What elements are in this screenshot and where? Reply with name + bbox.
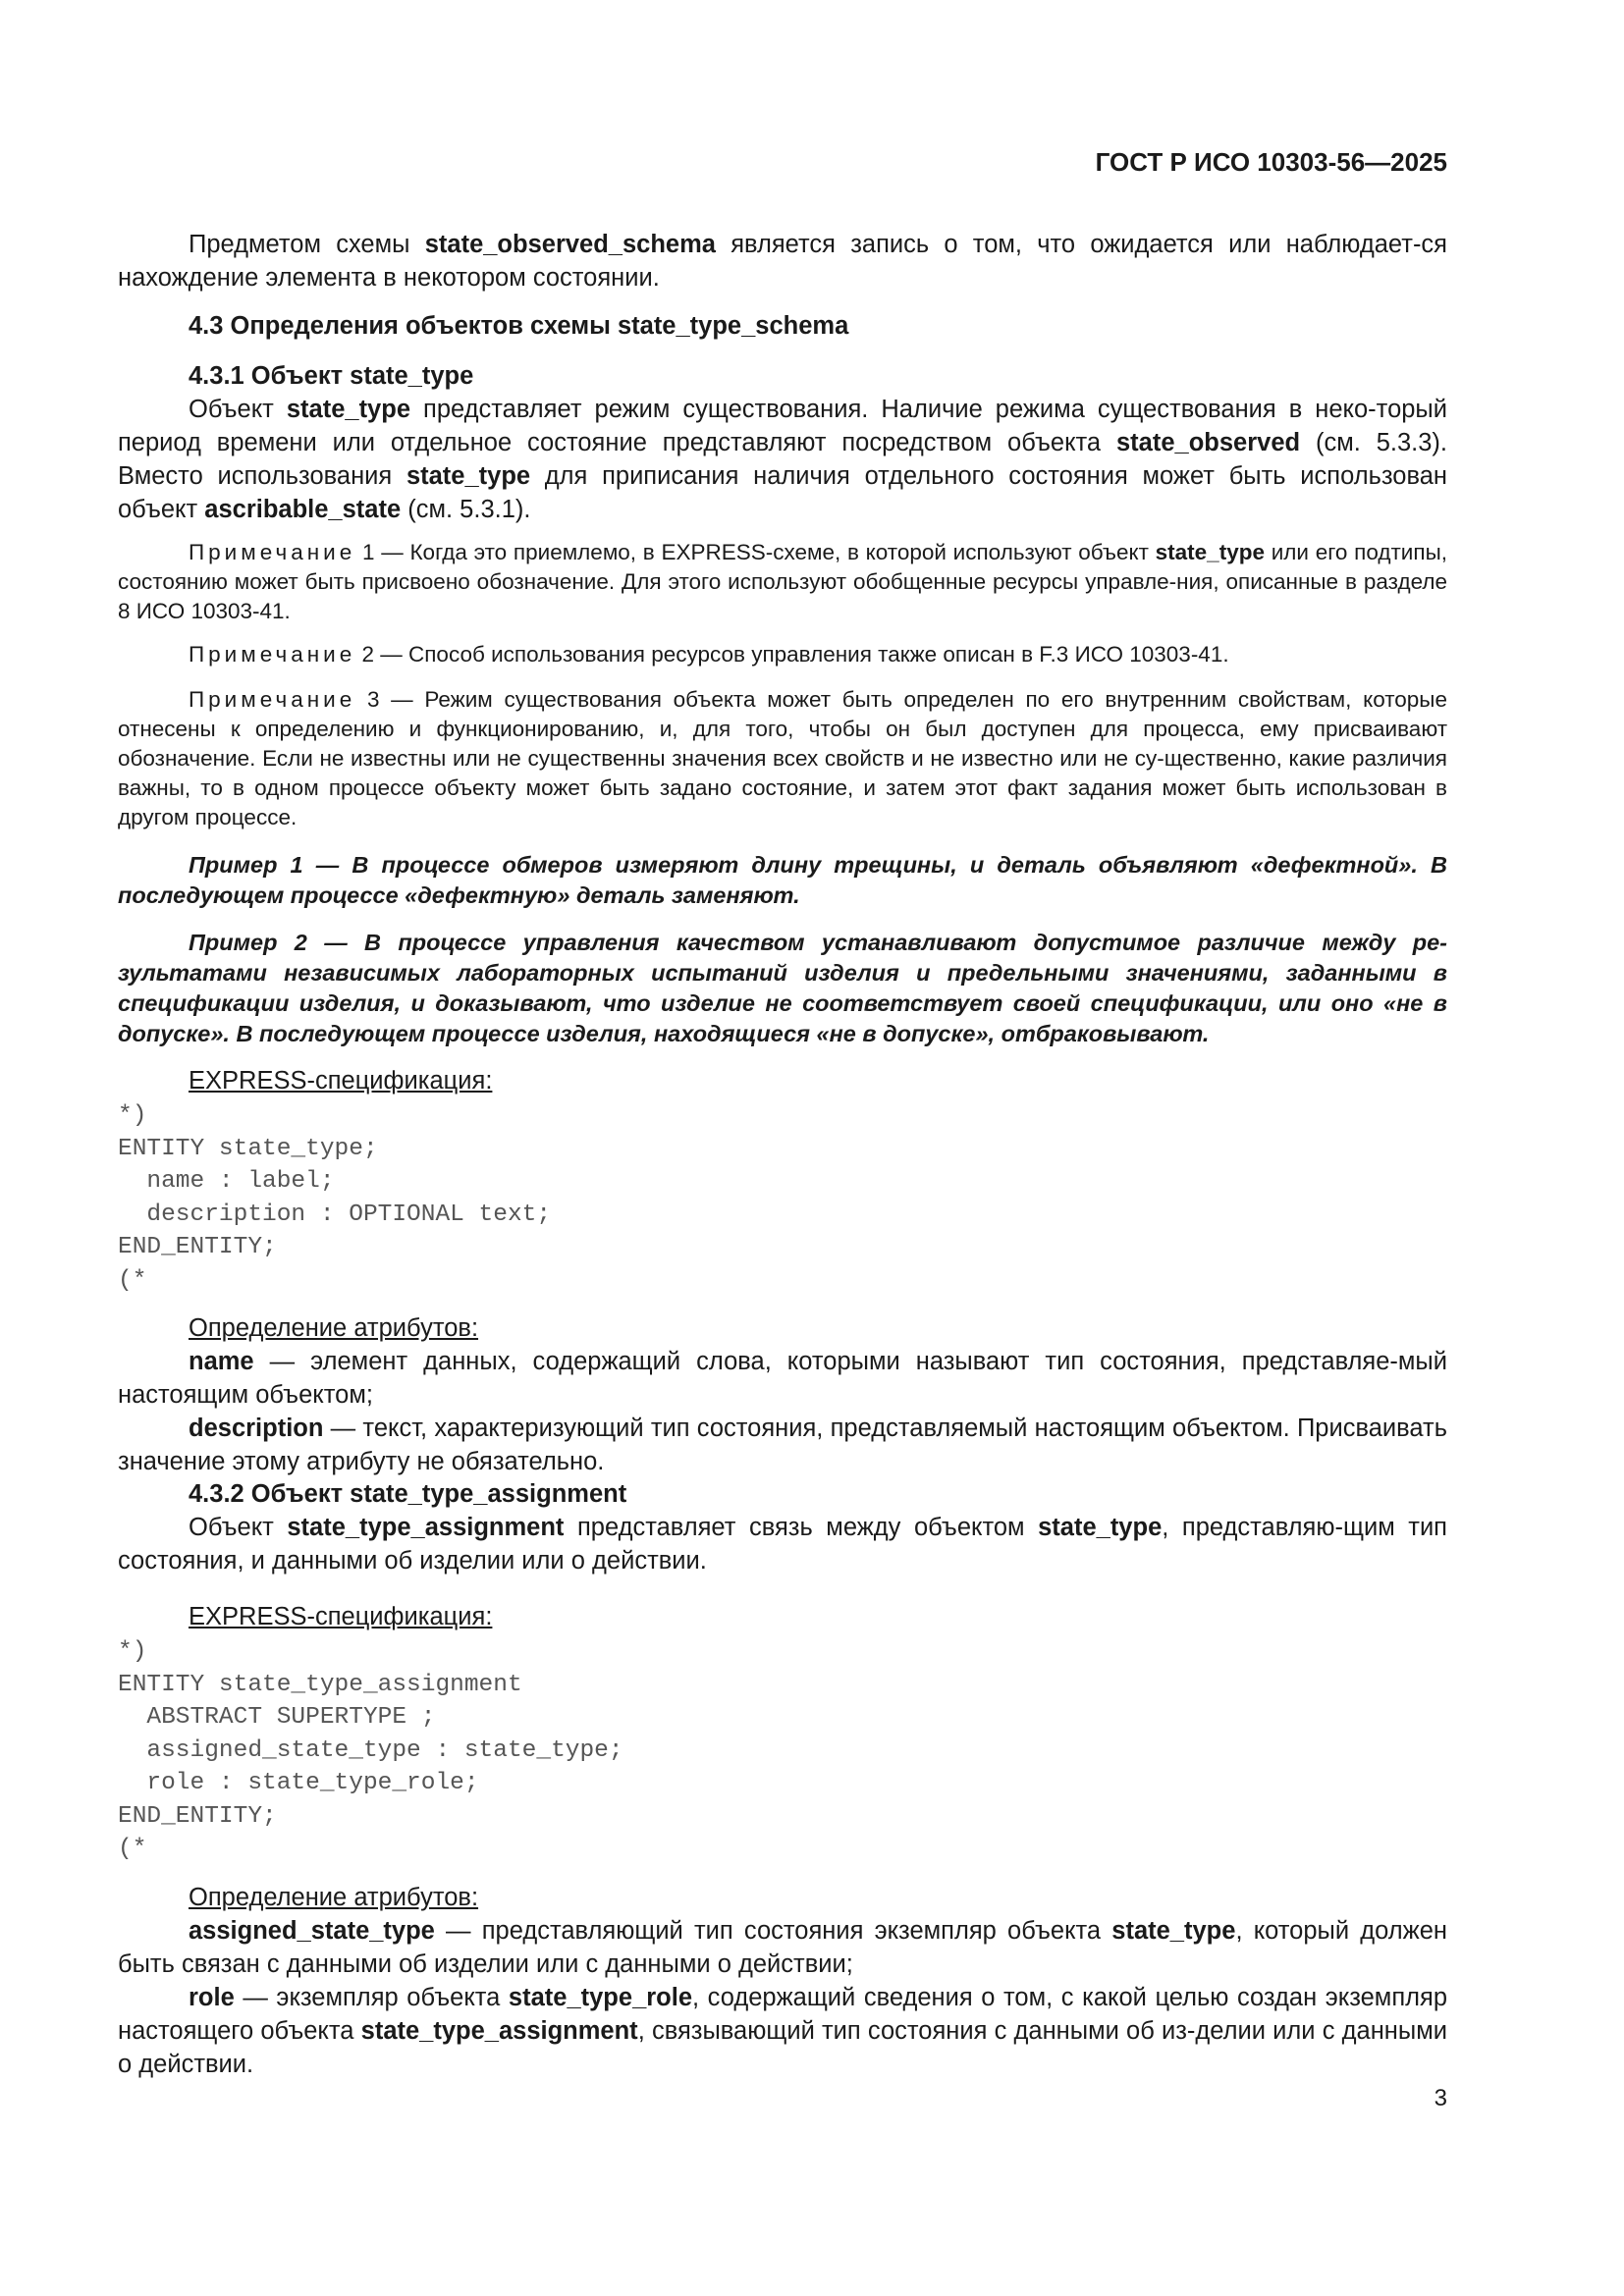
example-2-text: Пример 2 — В процессе управления качеством устанавливают допустимое различие между ре-зультатами независимых лабораторных испытаний изделия и предельными значениями, заданными в спецификации изделия, и доказывают, что изделие не соответствует своей спецификации, или оно «не в допуске». В последующем процессе изделия, находящиеся «не в допуске», отбраковывают.: [118, 930, 1447, 1046]
section-4-3-1-heading: [118, 359, 1447, 393]
p431-e: (см. 5.3.3). Вместо использования: [118, 429, 1447, 490]
p431-b: state_type: [286, 396, 411, 423]
attr-ast-term: assigned_state_type: [189, 1917, 435, 1945]
note-3: [118, 685, 1447, 832]
intro-term: state_observed_schema: [424, 231, 716, 258]
p431-g: для приписания наличия отдельного состояния может быть использован объект: [118, 462, 1447, 523]
document-page: [118, 0, 1447, 2296]
p431-i: (см. 5.3.1).: [401, 496, 531, 523]
example-1: [118, 850, 1447, 911]
example-2: [118, 928, 1447, 1049]
paragraph-4-3-2: [118, 1511, 1447, 1577]
code-block-1: [118, 1099, 1447, 1297]
section-4-3-heading: [118, 309, 1447, 343]
note-3-label: Примечание: [189, 687, 356, 712]
attr-ast-b: state_type: [1111, 1917, 1236, 1945]
note-1-b: state_type: [1155, 540, 1265, 564]
attr-ast-c: , который должен быть связан с данными об изделии или с данными о действии;: [118, 1917, 1447, 1978]
section-4-3-2-title: 4.3.2 Объект state_type_assignment: [189, 1480, 627, 1508]
section-4-3-title: 4.3 Определения объектов схемы state_type_schema: [189, 312, 849, 340]
express-spec-label-2: [118, 1600, 1447, 1633]
attr-label-2-text: Определение атрибутов:: [189, 1884, 479, 1911]
attr-description-term: description: [189, 1415, 324, 1442]
attr-description-def: [118, 1412, 1447, 1478]
attr-role-b: state_type_role: [508, 1984, 693, 2011]
note-2-text: 2 — Способ использования ресурсов управления также описан в F.3 ИСО 10303-41.: [355, 642, 1229, 667]
attr-role-a: — экземпляр объекта: [234, 1984, 509, 2011]
note-1-c: или его подтипы, состоянию может быть присвоено обозначение. Для этого используют обобщенные ресурсы управле-ния, описанные в разделе 8 ИСО 10303-41.: [118, 540, 1447, 623]
attr-name-term: name: [189, 1348, 254, 1375]
intro-paragraph: [118, 228, 1447, 294]
attr-label-1: [118, 1311, 1447, 1345]
p432-d: state_type: [1038, 1514, 1163, 1541]
p431-a: Объект: [189, 396, 287, 423]
section-4-3-1-title: 4.3.1 Объект state_type: [189, 362, 474, 390]
code-1-text: *) ENTITY state_type; name : label; description : OPTIONAL text; END_ENTITY; (*: [118, 1102, 552, 1294]
attr-name-def: [118, 1345, 1447, 1412]
express-label-2: EXPRESS-спецификация:: [189, 1603, 493, 1630]
note-1-label: Примечание: [189, 540, 356, 564]
intro-text-c: является запись о том, что ожидается или наблюдает-ся нахождение элемента в некотором состоянии.: [118, 231, 1447, 292]
intro-text-a: Предметом схемы: [189, 231, 425, 258]
attr-role-d: state_type_assignment: [360, 2017, 638, 2045]
attr-label-1-text: Определение атрибутов:: [189, 1314, 479, 1342]
p432-c: представляет связь между объектом: [564, 1514, 1039, 1541]
p432-a: Объект: [189, 1514, 288, 1541]
example-1-text: Пример 1 — В процессе обмеров измеряют длину трещины, и деталь объявляют «дефектной». В последующем процессе «дефектную» деталь заменяют.: [118, 852, 1447, 908]
paragraph-4-3-1: [118, 393, 1447, 526]
p431-h: ascribable_state: [204, 496, 402, 523]
p431-f: state_type: [406, 462, 531, 490]
attr-description-text: — текст, характеризующий тип состояния, представляемый настоящим объектом. Присваивать значение этому атрибуту не обязательно.: [118, 1415, 1447, 1475]
code-2-text: *) ENTITY state_type_assignment ABSTRACT SUPERTYPE ; assigned_state_type : state_type; role : state_type_role; END_ENTITY; (*: [118, 1638, 623, 1862]
attr-assigned-state-type-def: [118, 1914, 1447, 1981]
document-header: ГОСТ Р ИСО 10303-56—2025: [1095, 147, 1447, 177]
p432-b: state_type_assignment: [287, 1514, 565, 1541]
note-1-a: 1 — Когда это приемлемо, в EXPRESS-схеме, в которой используют объект: [355, 540, 1156, 564]
p431-c: представляет режим существования. Наличие режима существования в неко-торый период времени или отдельное состояние представляют посредством объекта: [118, 396, 1448, 456]
express-spec-label-1: [118, 1064, 1447, 1097]
attr-role-term: role: [189, 1984, 235, 2011]
attr-name-text: — элемент данных, содержащий слова, которыми называют тип состояния, представляе-мый настоящим объектом;: [118, 1348, 1447, 1409]
attr-label-2: [118, 1881, 1447, 1914]
note-2: [118, 640, 1447, 669]
p431-d: state_observed: [1116, 429, 1301, 456]
section-4-3-2-heading: [118, 1477, 1447, 1511]
express-label-1: EXPRESS-спецификация:: [189, 1067, 493, 1095]
note-2-label: Примечание: [189, 642, 356, 667]
attr-role-e: , связывающий тип состояния с данными об из-делии или с данными о действии.: [118, 2017, 1447, 2078]
note-3-text: 3 — Режим существования объекта может быть определен по его внутренним свойствам, которые отнесены к определению и функционированию, и, для того, чтобы он был доступен для процесса, ему присваивают обозначение. Если не известны или не существенны значения всех свойств и не известно или не су-щественно, какие различия важны, то в одном процессе объекту может быть задано состояние, и затем этот факт задания может быть использован в другом процессе.: [118, 687, 1447, 829]
attr-ast-a: — представляющий тип состояния экземпляр объекта: [434, 1917, 1112, 1945]
p432-e: , представляю-щим тип состояния, и данными об изделии или о действии.: [118, 1514, 1447, 1575]
page-number: 3: [1434, 2085, 1447, 2111]
note-1: [118, 538, 1447, 626]
attr-role-def: [118, 1981, 1447, 2081]
attr-role-c: , содержащий сведения о том, с какой целью создан экземпляр настоящего объекта: [118, 1984, 1448, 2045]
code-block-2: [118, 1635, 1447, 1866]
